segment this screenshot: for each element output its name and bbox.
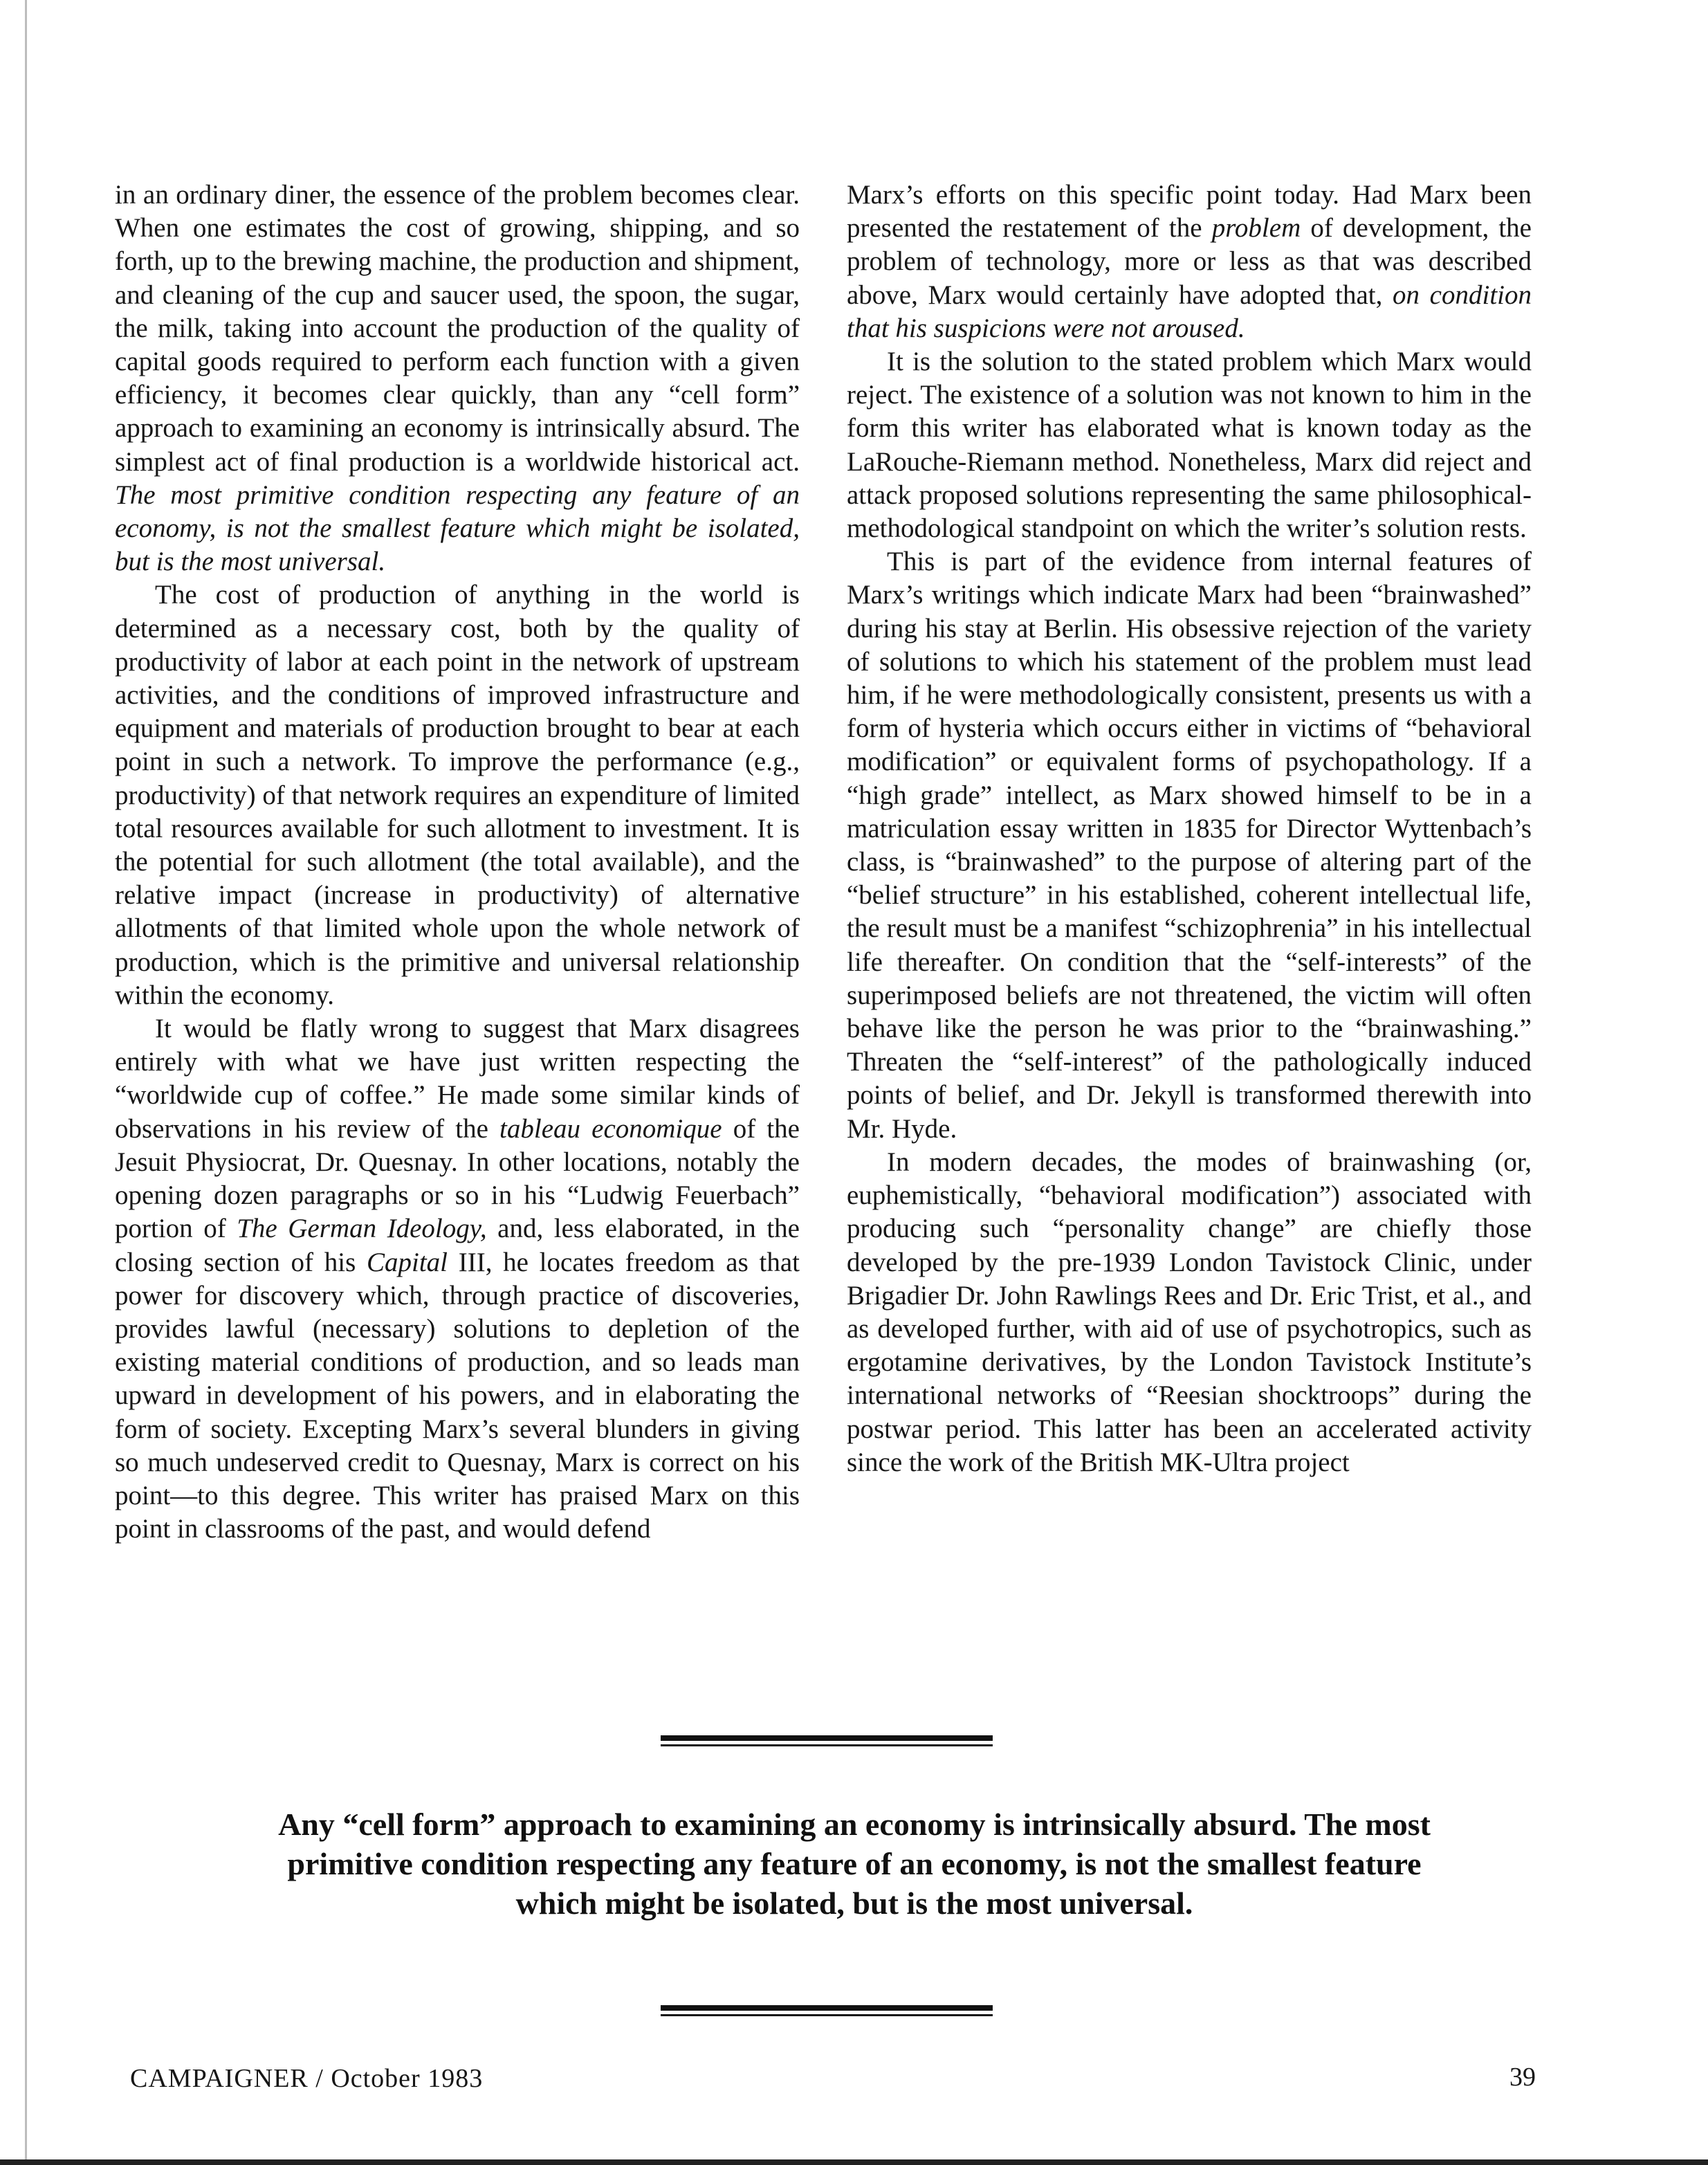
rule-thin <box>661 2014 993 2016</box>
paragraph: In modern decades, the modes of brainwashing (or, euphemistically, “behavioral modification”) associated with producing such “personality change” are chiefly those developed by the pre-1939 London Tavistock Clinic, under Brigadier Dr. John Rawlings Rees and Dr. Eric Trist, et al., and as developed further, with aid of use of psychotropics, such as ergotamine derivatives, by the London Tavistock Institute’s international networks of “Reesian shocktroops” during the postwar period. This latter has been an accelerated activity since the work of the British MK-Ultra project <box>847 1147 1532 1477</box>
page-number: 39 <box>1509 2063 1536 2092</box>
paragraph: It would be flatly wrong to suggest that Marx disagrees entirely with what we have just written respecting the “worldwide cup of coffee.” He made some similar kinds of observations in his review of the tableau economique of the Jesuit Physiocrat, Dr. Quesnay. In other locations, notably the opening dozen paragraphs or so in his “Ludwig Feuerbach” portion of The German Ideology, and, less elaborated, in the closing section of his Capital III, he locates freedom as that power for discovery which, through practice of discoveries, provides lawful (necessary) solutions to depletion of the existing material conditions of production, and so leads man upward in development of his powers, and in elaborating the form of society. Excepting Marx’s several blunders in giving so much undeserved credit to Quesnay, Marx is correct on his point—to this degree. This writer has praised Marx on this point in classrooms of the past, and would defend <box>115 1014 800 1544</box>
scan-margin-line <box>25 0 27 2165</box>
pull-quote-rule-bottom <box>661 2005 993 2016</box>
pull-quote-rule-top <box>661 1735 993 1746</box>
paragraph: The cost of production of anything in the world is determined as a necessary cost, both by the quality of productivity of labor at each point in the network of upstream activities, and the conditions of improved infrastructure and equipment and materials of production brought to bear at each point in such a network. To improve the performance (e.g., productivity) of that network requires an expenditure of limited total resources available for such allotment to investment. It is the potential for such allotment (the total available), and the relative impact (increase in productivity) of alternative allotments of that limited whole upon the whole network of production, which is the primitive and universal relationship within the economy. <box>115 580 800 1010</box>
paragraph: It is the solution to the stated problem which Marx would reject. The existence of a solution was not known to him in the form this writer has elaborated what is known today as the LaRouche-Riemann method. Nonetheless, Marx did reject and attack proposed solutions representing the same philosophical-methodological standpoint on which the writer’s solution rests. <box>847 347 1532 544</box>
paragraph: Marx’s efforts on this specific point today. Had Marx been presented the restatement of the problem of development, the problem of technology, more or less as that was described above, Marx would certainly have adopted that, on condition that his suspicions were not aroused. <box>847 180 1532 343</box>
rule-thick <box>661 2005 993 2011</box>
paragraph: This is part of the evidence from internal features of Marx’s writings which indicate Marx had been “brainwashed” during his stay at Berlin. His obsessive rejection of the variety of solutions to which his statement of the problem must lead him, if he were methodologically consistent, presents us with a form of hysteria which occurs either in victims of “behavioral modification” or equivalent forms of psychopathology. If a “high grade” intellect, as Marx showed himself to be in a matriculation essay written in 1835 for Director Wyttenbach’s class, is “brainwashed” to the purpose of altering part of the “belief structure” in his established, coherent intellectual life, the result must be a manifest “schizophrenia” in his intellectual life thereafter. On condition that the “self-interests” of the superimposed beliefs are not threatened, the victim will often behave like the person he was prior to the “brainwashing.” Threaten the “self-interest” of the pathologically induced points of belief, and Dr. Jekyll is transformed therewith into Mr. Hyde. <box>847 547 1532 1144</box>
rule-thin <box>661 1744 993 1746</box>
footer-publication: CAMPAIGNER / October 1983 <box>130 2064 484 2093</box>
paragraph: in an ordinary diner, the essence of the problem becomes clear. When one estimates the cost of growing, shipping, and so forth, up to the brewing machine, the production and shipment, and cleaning of the cup and saucer used, the spoon, the sugar, the milk, taking into account the production of the quality of capital goods required to perform each function with a given efficiency, it becomes clear quickly, than any “cell form” approach to examining an economy is intrinsically absurd. The simplest act of final production is a worldwide historical act. The most primitive condition respecting any feature of an economy, is not the smallest feature which might be isolated, but is the most universal. <box>115 180 800 577</box>
left-column <box>115 179 800 1546</box>
rule-thick <box>661 1735 993 1741</box>
pull-quote: Any “cell form” approach to examining an economy is intrinsically absurd. The most primitive condition respecting any feature of an economy, is not the smallest feature which might be isolated, but is the most universal. <box>278 1807 1431 1921</box>
scan-bottom-edge <box>0 2159 1708 2165</box>
right-column <box>847 179 1532 1479</box>
